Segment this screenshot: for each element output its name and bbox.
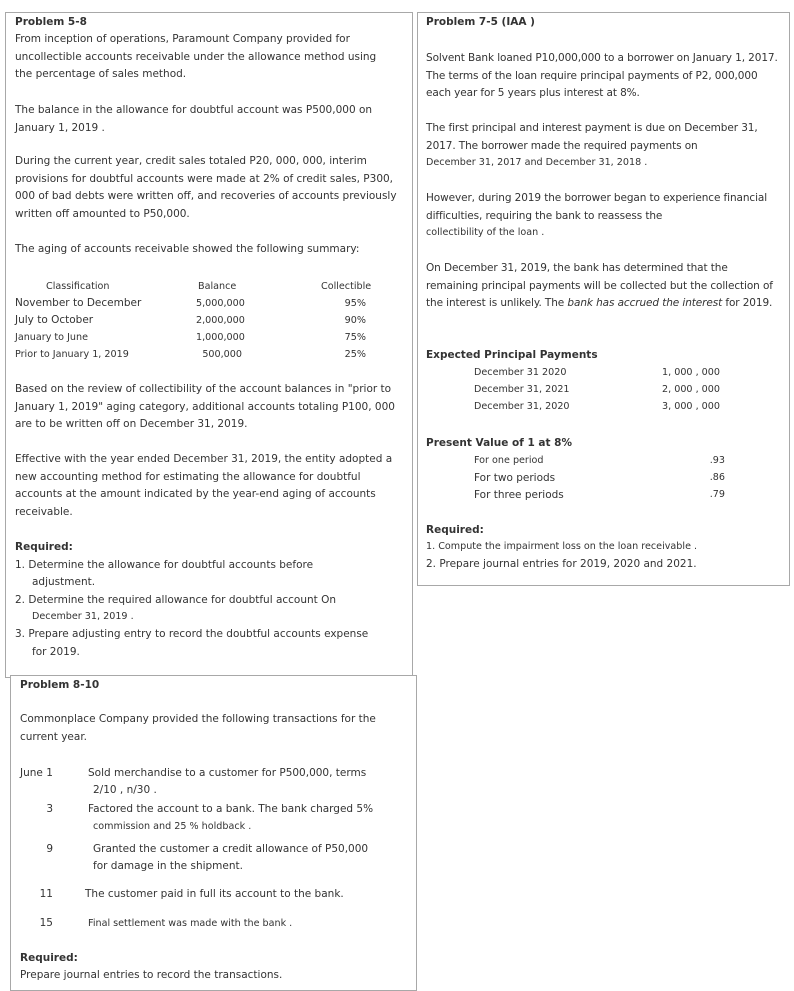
- aging-row-collectible: 95%: [344, 298, 366, 309]
- problem-5-8-review: Based on the review of collectibility of the account balances in "prior to January 1, 2019" aging category, additional accounts totaling P100, 000 are to be written off on December 31, 2019.: [15, 383, 395, 431]
- aging-header-balance: Balance: [198, 281, 237, 292]
- problem-5-8-req2-cont: December 31, 2019 .: [32, 611, 134, 622]
- determined-italic-text: bank has accrued the interest: [567, 297, 723, 310]
- pv-factor: .79: [709, 489, 725, 500]
- problem-7-5-however-cont: collectibility of the loan .: [426, 227, 545, 238]
- expected-payments-label: Expected Principal Payments: [426, 349, 598, 361]
- pv-factor: .93: [709, 455, 725, 466]
- problem-5-8-current-year: During the current year, credit sales totaled P20, 000, 000, interim provisions for doubtful accounts were made at 2% of credit sales, P300, 000 of bad debts were written off, and recoveries of accounts previously written off amounted to P50,000.: [15, 155, 397, 220]
- problem-5-8-balance: The balance in the allowance for doubtful account was P500,000 on January 1, 2019 .: [15, 104, 373, 134]
- problem-7-5-req1: 1. Compute the impairment loss on the loan receivable .: [426, 541, 698, 552]
- transaction-date: 3: [46, 803, 53, 815]
- aging-header-collectible: Collectible: [321, 281, 372, 292]
- transaction-date: June 1: [20, 767, 53, 779]
- payment-date: December 31, 2020: [474, 401, 570, 412]
- determined-text: On December 31, 2019, the bank has determined that the remaining principal payments will be collected but the collection of the interest is unlikely. The: [426, 262, 773, 310]
- transaction-text: Final settlement was made with the bank .: [88, 918, 293, 929]
- problem-7-5-first-payment: The first principal and interest payment is due on December 31, 2017. The borrower made the required payments on: [426, 122, 758, 152]
- transaction-text-cont: 2/10 , n/30 .: [93, 784, 157, 796]
- problem-8-10-required-text: Prepare journal entries to record the transactions.: [20, 969, 283, 981]
- problem-7-5-title: Problem 7-5 (IAA ): [426, 16, 535, 28]
- aging-header-classification: Classification: [46, 281, 110, 292]
- pv-period: For two periods: [474, 472, 556, 484]
- problem-5-8-effective: Effective with the year ended December 31, 2019, the entity adopted a new accounting method for estimating the allowance for doubtful accounts at the amount indicated by the year-end aging of accounts receivable.: [15, 453, 393, 518]
- payment-date: December 31 2020: [474, 367, 567, 378]
- transaction-text: Sold merchandise to a customer for P500,000, terms: [88, 767, 367, 779]
- problem-5-8-req2: 2. Determine the required allowance for doubtful account On: [15, 594, 337, 606]
- problem-5-8-required-label: Required:: [15, 541, 73, 553]
- pv-period: For three periods: [474, 489, 564, 501]
- problem-7-5-however: However, during 2019 the borrower began to experience financial difficulties, requiring the bank to reassess the: [426, 192, 768, 222]
- transaction-text-cont: commission and 25 % holdback .: [93, 821, 252, 832]
- aging-row-balance: 1,000,000: [196, 332, 245, 343]
- aging-row-collectible: 90%: [344, 315, 366, 326]
- aging-row-collectible: 75%: [344, 332, 366, 343]
- aging-row-collectible: 25%: [344, 349, 366, 360]
- aging-row-classification: January to June: [15, 332, 88, 343]
- problem-8-10-intro: Commonplace Company provided the following transactions for the current year.: [20, 713, 376, 743]
- aging-row-classification: November to December: [15, 297, 142, 309]
- problem-8-10-required-label: Required:: [20, 952, 78, 964]
- problem-7-5-first-payment-cont: December 31, 2017 and December 31, 2018 .: [426, 157, 648, 168]
- aging-row-balance: 2,000,000: [196, 315, 245, 326]
- transaction-text: The customer paid in full its account to the bank.: [85, 888, 344, 900]
- payment-amount: 2, 000 , 000: [662, 384, 720, 395]
- aging-row-balance: 500,000: [202, 349, 242, 360]
- problem-5-8-req3-cont: for 2019.: [32, 646, 80, 658]
- aging-row-classification: Prior to January 1, 2019: [15, 349, 129, 360]
- problem-5-8-req1: 1. Determine the allowance for doubtful accounts before: [15, 559, 314, 571]
- determined-text-end: for 2019.: [725, 297, 773, 310]
- payment-amount: 1, 000 , 000: [662, 367, 720, 378]
- problem-5-8-req3: 3. Prepare adjusting entry to record the doubtful accounts expense: [15, 628, 369, 640]
- problem-8-10-title: Problem 8-10: [20, 679, 100, 691]
- aging-row-balance: 5,000,000: [196, 298, 245, 309]
- problem-5-8-req1-cont: adjustment.: [32, 576, 96, 588]
- problem-5-8-title: Problem 5-8: [15, 16, 87, 28]
- pv-factor: .86: [709, 472, 725, 483]
- transaction-date: 11: [39, 888, 53, 900]
- problem-7-5-loan: Solvent Bank loaned P10,000,000 to a borrower on January 1, 2017. The terms of the loan require principal payments of P2, 000,000 each year for 5 years plus interest at 8%.: [426, 52, 778, 100]
- present-value-label: Present Value of 1 at 8%: [426, 437, 572, 449]
- payment-amount: 3, 000 , 000: [662, 401, 720, 412]
- transaction-text: Granted the customer a credit allowance of P50,000: [93, 843, 369, 855]
- pv-period: For one period: [474, 455, 544, 466]
- transaction-date: 15: [39, 917, 53, 929]
- transaction-date: 9: [46, 843, 53, 855]
- problem-7-5-required-label: Required:: [426, 524, 484, 536]
- transaction-text: Factored the account to a bank. The bank charged 5%: [88, 803, 374, 815]
- transaction-text-cont: for damage in the shipment.: [93, 860, 243, 872]
- problem-7-5-determined: [426, 260, 782, 313]
- payment-date: December 31, 2021: [474, 384, 570, 395]
- problem-5-8-aging-intro: The aging of accounts receivable showed the following summary:: [15, 243, 360, 255]
- aging-row-classification: July to October: [15, 314, 94, 326]
- problem-5-8-intro: From inception of operations, Paramount Company provided for uncollectible accounts receivable under the allowance method using the percentage of sales method.: [15, 33, 377, 81]
- problem-7-5-req2: 2. Prepare journal entries for 2019, 2020 and 2021.: [426, 558, 697, 570]
